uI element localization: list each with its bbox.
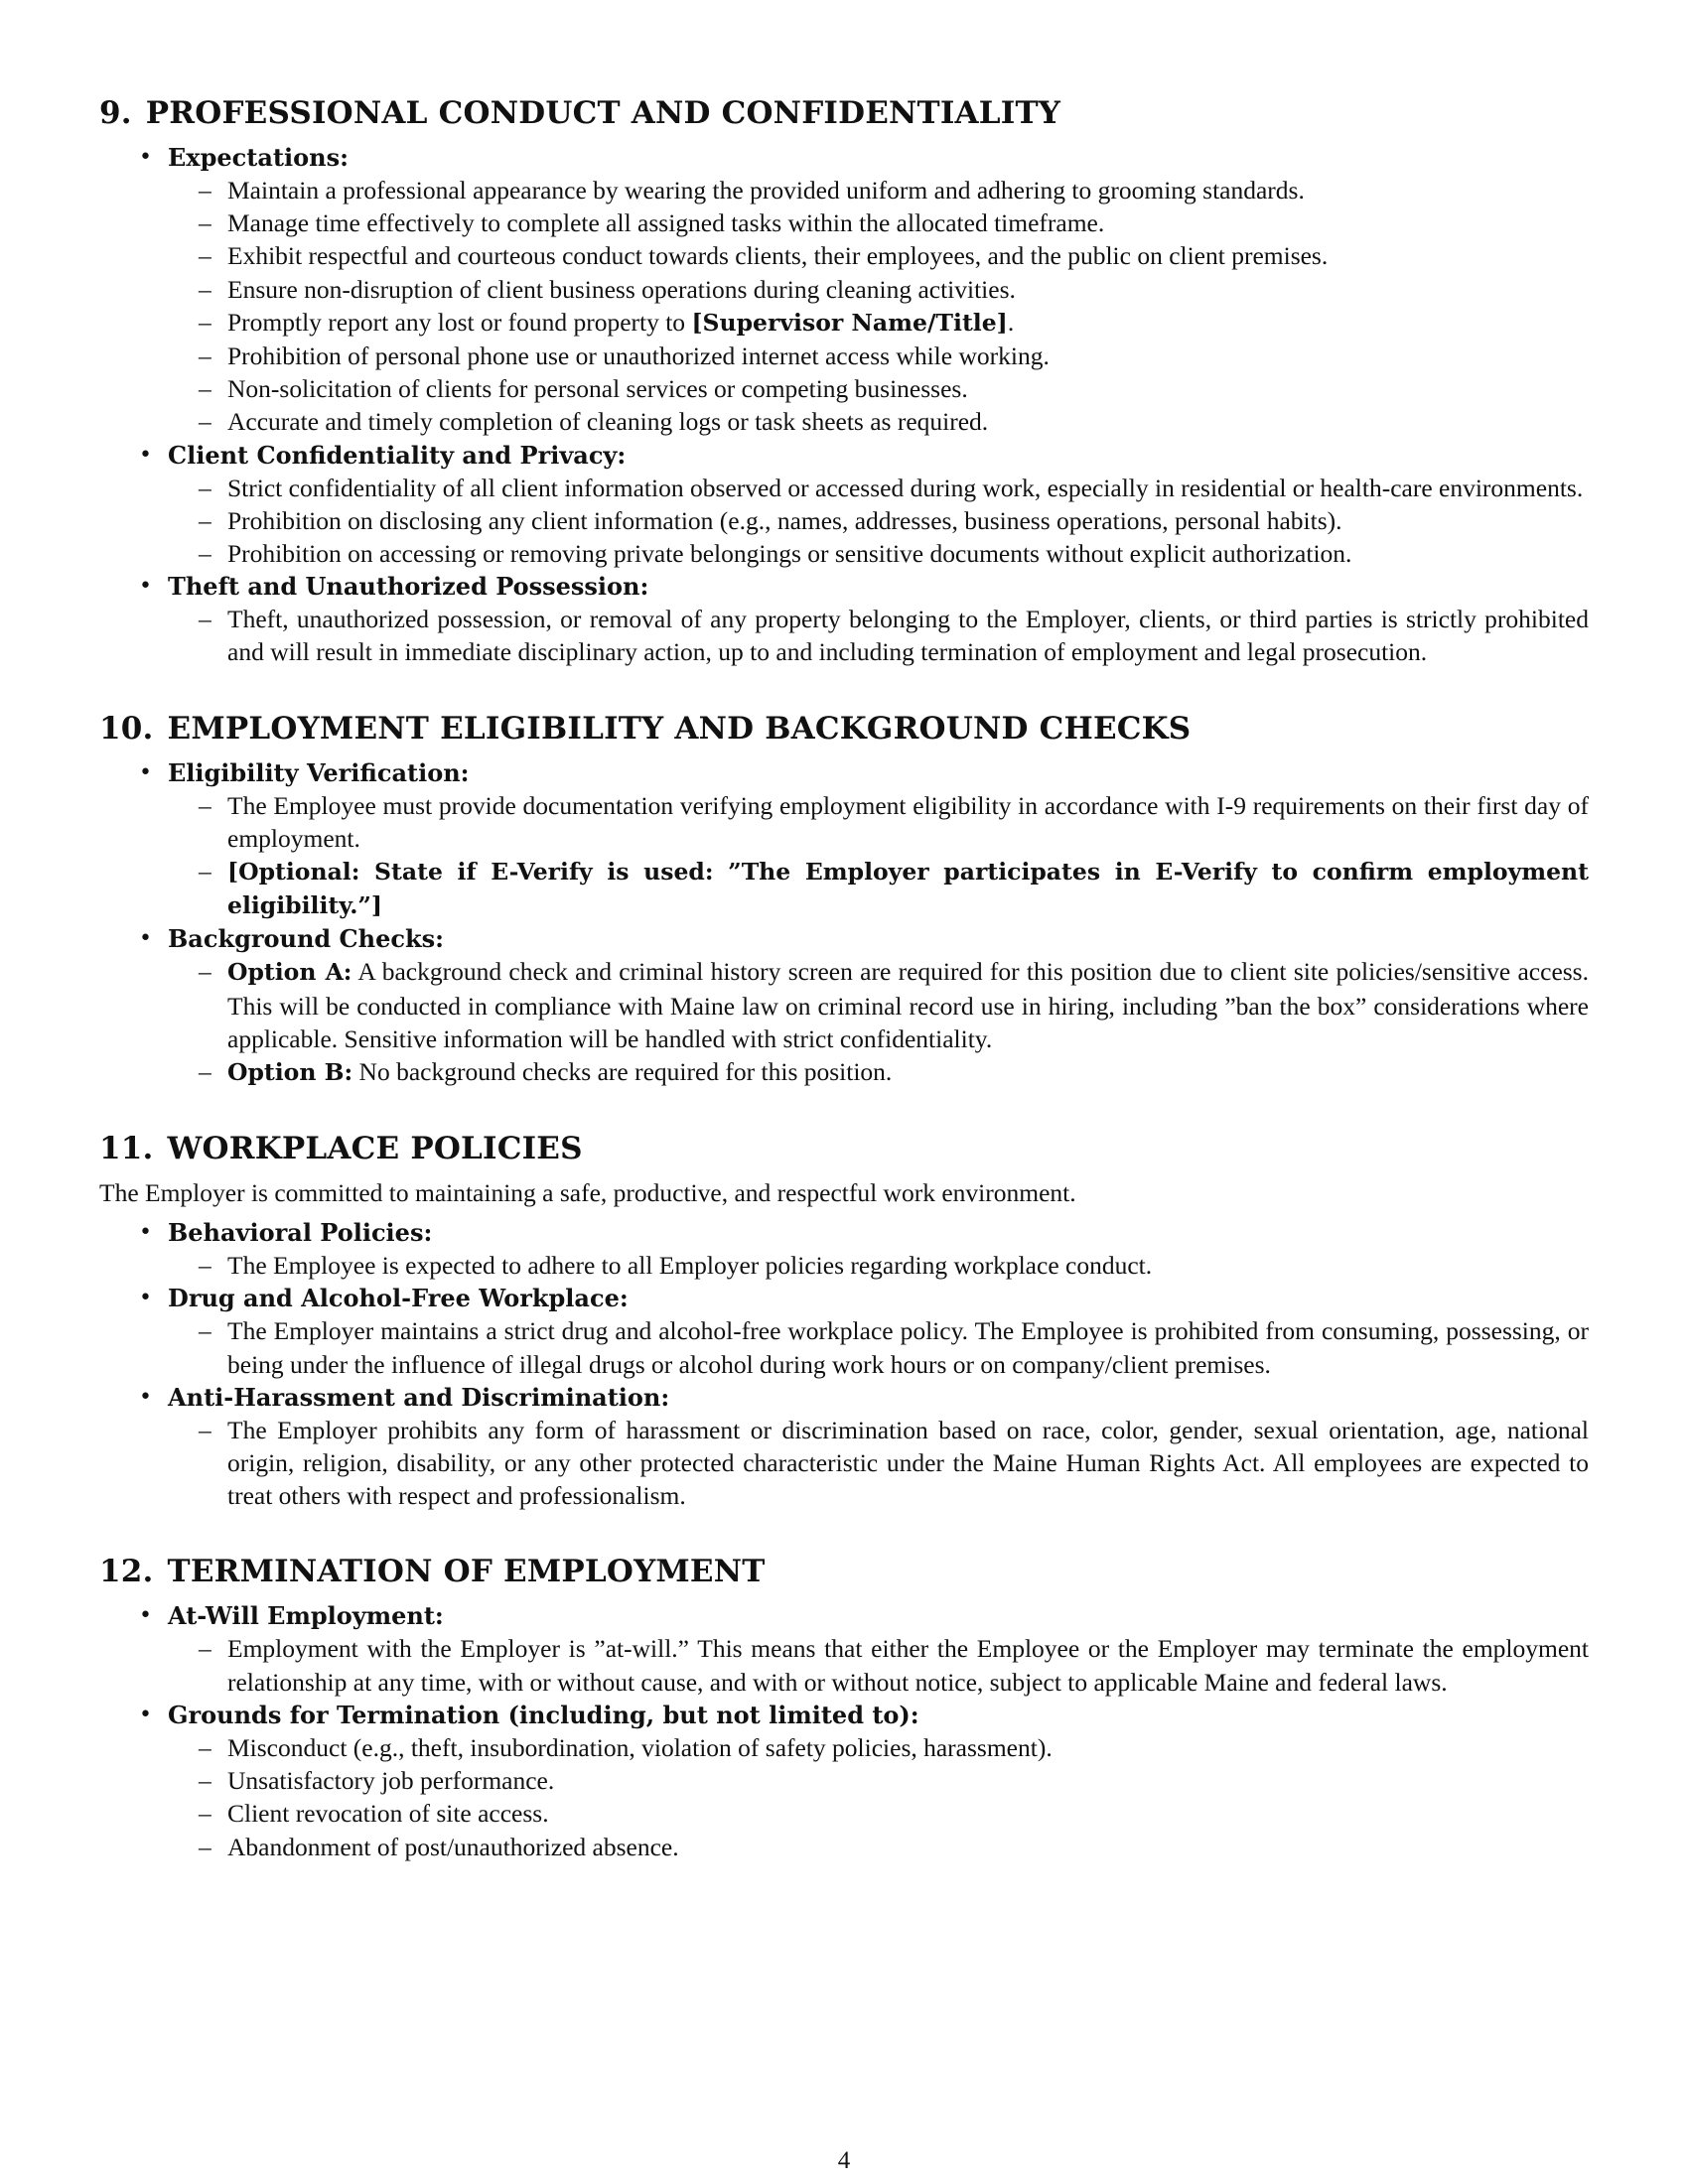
sub-item [168,1055,1589,1089]
bullet-icon: • [139,145,152,170]
sub-item [168,603,1589,668]
section-workplace-policies [99,1127,1589,1512]
dash-icon: – [199,1766,211,1796]
sub-list [168,1632,1589,1698]
bullet-icon: • [139,759,152,785]
sub-item-text: Accurate and timely completion of cleaning logs or task sheets as required. [227,407,989,437]
section-professional-conduct [99,91,1589,669]
sub-item-text: The Employee is expected to adhere to all Employer policies regarding workplace conduct. [227,1251,1153,1281]
item-title: Client Confidentiality and Privacy: [168,440,627,470]
sub-item-text: The Employee must provide documentation verifying employment eligibility in accordance with I-9 requirements on their first day of employment. [227,790,1589,853]
section-heading [99,91,1589,135]
list-item [99,1381,1589,1513]
bullet-icon: • [139,1286,152,1311]
section-number: 11. [99,1131,154,1167]
dash-icon: – [199,274,211,304]
sub-item [168,504,1589,537]
section-number: 10. [99,710,154,747]
sub-item [168,405,1589,438]
dash-icon: – [199,1251,211,1281]
sub-item [168,537,1589,570]
sub-list [168,1249,1589,1282]
item-title: Grounds for Termination (including, but not limited to): [168,1700,919,1729]
sub-item-text: Prohibition of personal phone use or unauthorized internet access while working. [227,341,1050,371]
bullet-icon: • [139,1603,152,1629]
sub-item-text: Misconduct (e.g., theft, insubordination, violation of safety policies, harassment). [227,1732,1053,1762]
sub-item [168,955,1589,1055]
sub-item-text: Theft, unauthorized possession, or removal of any property belonging to the Employer, clients, or third parties is strictly prohibited and will result in immediate disciplinary action, up to and including termination of employment and legal prosecution. [227,605,1589,667]
list-item [99,1216,1589,1282]
sub-item-text: Ensure non-disruption of client business operations during cleaning activities. [227,274,1016,304]
sub-list [168,789,1589,923]
sub-item [168,1414,1589,1513]
sub-item-text: Strict confidentiality of all client information observed or accessed during work, especially in residential or health-care environments. [227,473,1584,502]
section-title: PROFESSIONAL CONDUCT AND CONFIDENTIALITY [145,95,1061,131]
dash-icon: – [199,241,211,271]
section-employment-eligibility [99,707,1589,1090]
dash-icon: – [199,1732,211,1762]
dash-icon: – [199,1634,211,1664]
sub-list [168,1731,1589,1863]
sub-list [168,603,1589,668]
list-item [99,922,1589,1089]
sub-item [168,1831,1589,1863]
list-item [99,570,1589,668]
dash-icon: – [199,176,211,205]
dash-icon: – [199,505,211,535]
sub-item-text: Unsatisfactory job performance. [227,1766,555,1796]
sub-item [168,174,1589,206]
item-list [99,1216,1589,1512]
item-list [99,141,1589,669]
sub-item-text: The Employer prohibits any form of harassment or discrimination based on race, color, gender, sexual orientation, age, national origin, religion, disability, or any other protected characteristic under the Maine Human Rights Act. All employees are expected to treat others with respect and professionalism. [227,1415,1589,1511]
item-title: Theft and Unauthorized Possession: [168,572,649,602]
sub-list [168,1314,1589,1380]
sub-item [168,1764,1589,1797]
list-item [99,439,1589,571]
section-title: EMPLOYMENT ELIGIBILITY AND BACKGROUND CHECKS [167,710,1192,747]
list-item [99,1282,1589,1380]
list-item [99,756,1589,923]
bullet-icon: • [139,1220,152,1246]
section-title: WORKPLACE POLICIES [167,1131,583,1167]
bullet-icon: • [139,1702,152,1727]
sub-item-text: Non-solicitation of clients for personal services or competing businesses. [227,374,968,404]
item-title: Anti-Harassment and Discrimination: [168,1382,670,1412]
sub-item-text: Client revocation of site access. [227,1799,549,1829]
section-number: 9. [99,95,132,131]
dash-icon: – [199,407,211,437]
dash-icon: – [199,374,211,404]
item-title: Drug and Alcohol-Free Workplace: [168,1284,629,1313]
sub-item-text: Prohibition on accessing or removing private belongings or sensitive documents without explicit authorization. [227,539,1352,569]
bullet-icon: • [139,926,152,952]
sub-item-text: Maintain a professional appearance by wearing the provided uniform and adhering to grooming standards. [227,176,1305,205]
sub-item [168,340,1589,372]
dash-icon: – [199,1316,211,1346]
sub-item [168,472,1589,504]
sub-item [168,855,1589,922]
sub-item [168,1249,1589,1282]
document-page [99,91,1589,1901]
dash-icon: – [199,208,211,238]
sub-list [168,955,1589,1089]
dash-icon: – [199,539,211,569]
dash-icon: – [199,307,211,337]
item-title: At-Will Employment: [168,1601,444,1631]
list-item [99,1599,1589,1698]
section-heading [99,707,1589,751]
sub-item [168,206,1589,239]
sub-item-text: Abandonment of post/unauthorized absence. [227,1832,679,1861]
sub-item-text: Option A: A background check and criminal history screen are required for this position due to client site policies/sensitive access. This will be conducted in compliance with Maine law on criminal record use in hiring, including ”ban the box” considerations where applicable. Sensitive information will be handled with strict confidentiality. [227,957,1589,1053]
dash-icon: – [199,1799,211,1829]
sub-item [168,372,1589,405]
dash-icon: – [199,1832,211,1861]
section-title: TERMINATION OF EMPLOYMENT [167,1554,766,1590]
sub-item-text: [Optional: State if E-Verify is used: ”The Employer participates in E-Verify to confirm employment eligibility.”] [227,858,1589,920]
bullet-icon: • [139,574,152,600]
sub-list [168,174,1589,439]
dash-icon: – [199,790,211,820]
dash-icon: – [199,473,211,502]
section-heading [99,1550,1589,1593]
section-intro: The Employer is committed to maintaining a safe, productive, and respectful work environment. [99,1178,1076,1208]
sub-list [168,1414,1589,1513]
item-title: Background Checks: [168,924,444,954]
sub-item [168,1314,1589,1380]
dash-icon: – [199,857,211,887]
dash-icon: – [199,605,211,634]
sub-item-text: Promptly report any lost or found property to [Supervisor Name/Title]. [227,307,1015,337]
sub-item [168,1632,1589,1698]
section-heading [99,1127,1589,1170]
dash-icon: – [199,341,211,371]
bullet-icon: • [139,442,152,468]
list-item [99,1699,1589,1863]
sub-item [168,789,1589,855]
sub-item-text: Manage time effectively to complete all assigned tasks within the allocated timeframe. [227,208,1105,238]
dash-icon: – [199,1057,211,1087]
item-title: Behavioral Policies: [168,1218,433,1248]
sub-item-text: Employment with the Employer is ”at-will.” This means that either the Employee or the Employer may terminate the employment relationship at any time, with or without cause, and with or without notice, subject to applicable Maine and federal laws. [227,1634,1589,1697]
sub-item [168,273,1589,306]
sub-list [168,472,1589,571]
page-number: 4 [837,2147,851,2174]
list-item [99,141,1589,439]
dash-icon: – [199,957,211,987]
item-list [99,756,1589,1090]
item-list [99,1599,1589,1862]
sub-item-text: The Employer maintains a strict drug and alcohol-free workplace policy. The Employee is prohibited from consuming, possessing, or being under the influence of illegal drugs or alcohol during work hours or on company/client premises. [227,1316,1589,1379]
section-termination [99,1550,1589,1862]
sub-item-text: Exhibit respectful and courteous conduct towards clients, their employees, and the public on client premises. [227,241,1329,271]
item-title: Expectations: [168,143,349,172]
sub-item [168,239,1589,272]
dash-icon: – [199,1415,211,1444]
sub-item-text: Option B: No background checks are required for this position. [227,1057,893,1087]
sub-item-text: Prohibition on disclosing any client information (e.g., names, addresses, business operations, personal habits). [227,505,1342,535]
sub-item [168,1731,1589,1764]
section-number: 12. [99,1554,154,1590]
bullet-icon: • [139,1384,152,1410]
item-title: Eligibility Verification: [168,757,470,787]
sub-item [168,306,1589,340]
sub-item [168,1797,1589,1830]
